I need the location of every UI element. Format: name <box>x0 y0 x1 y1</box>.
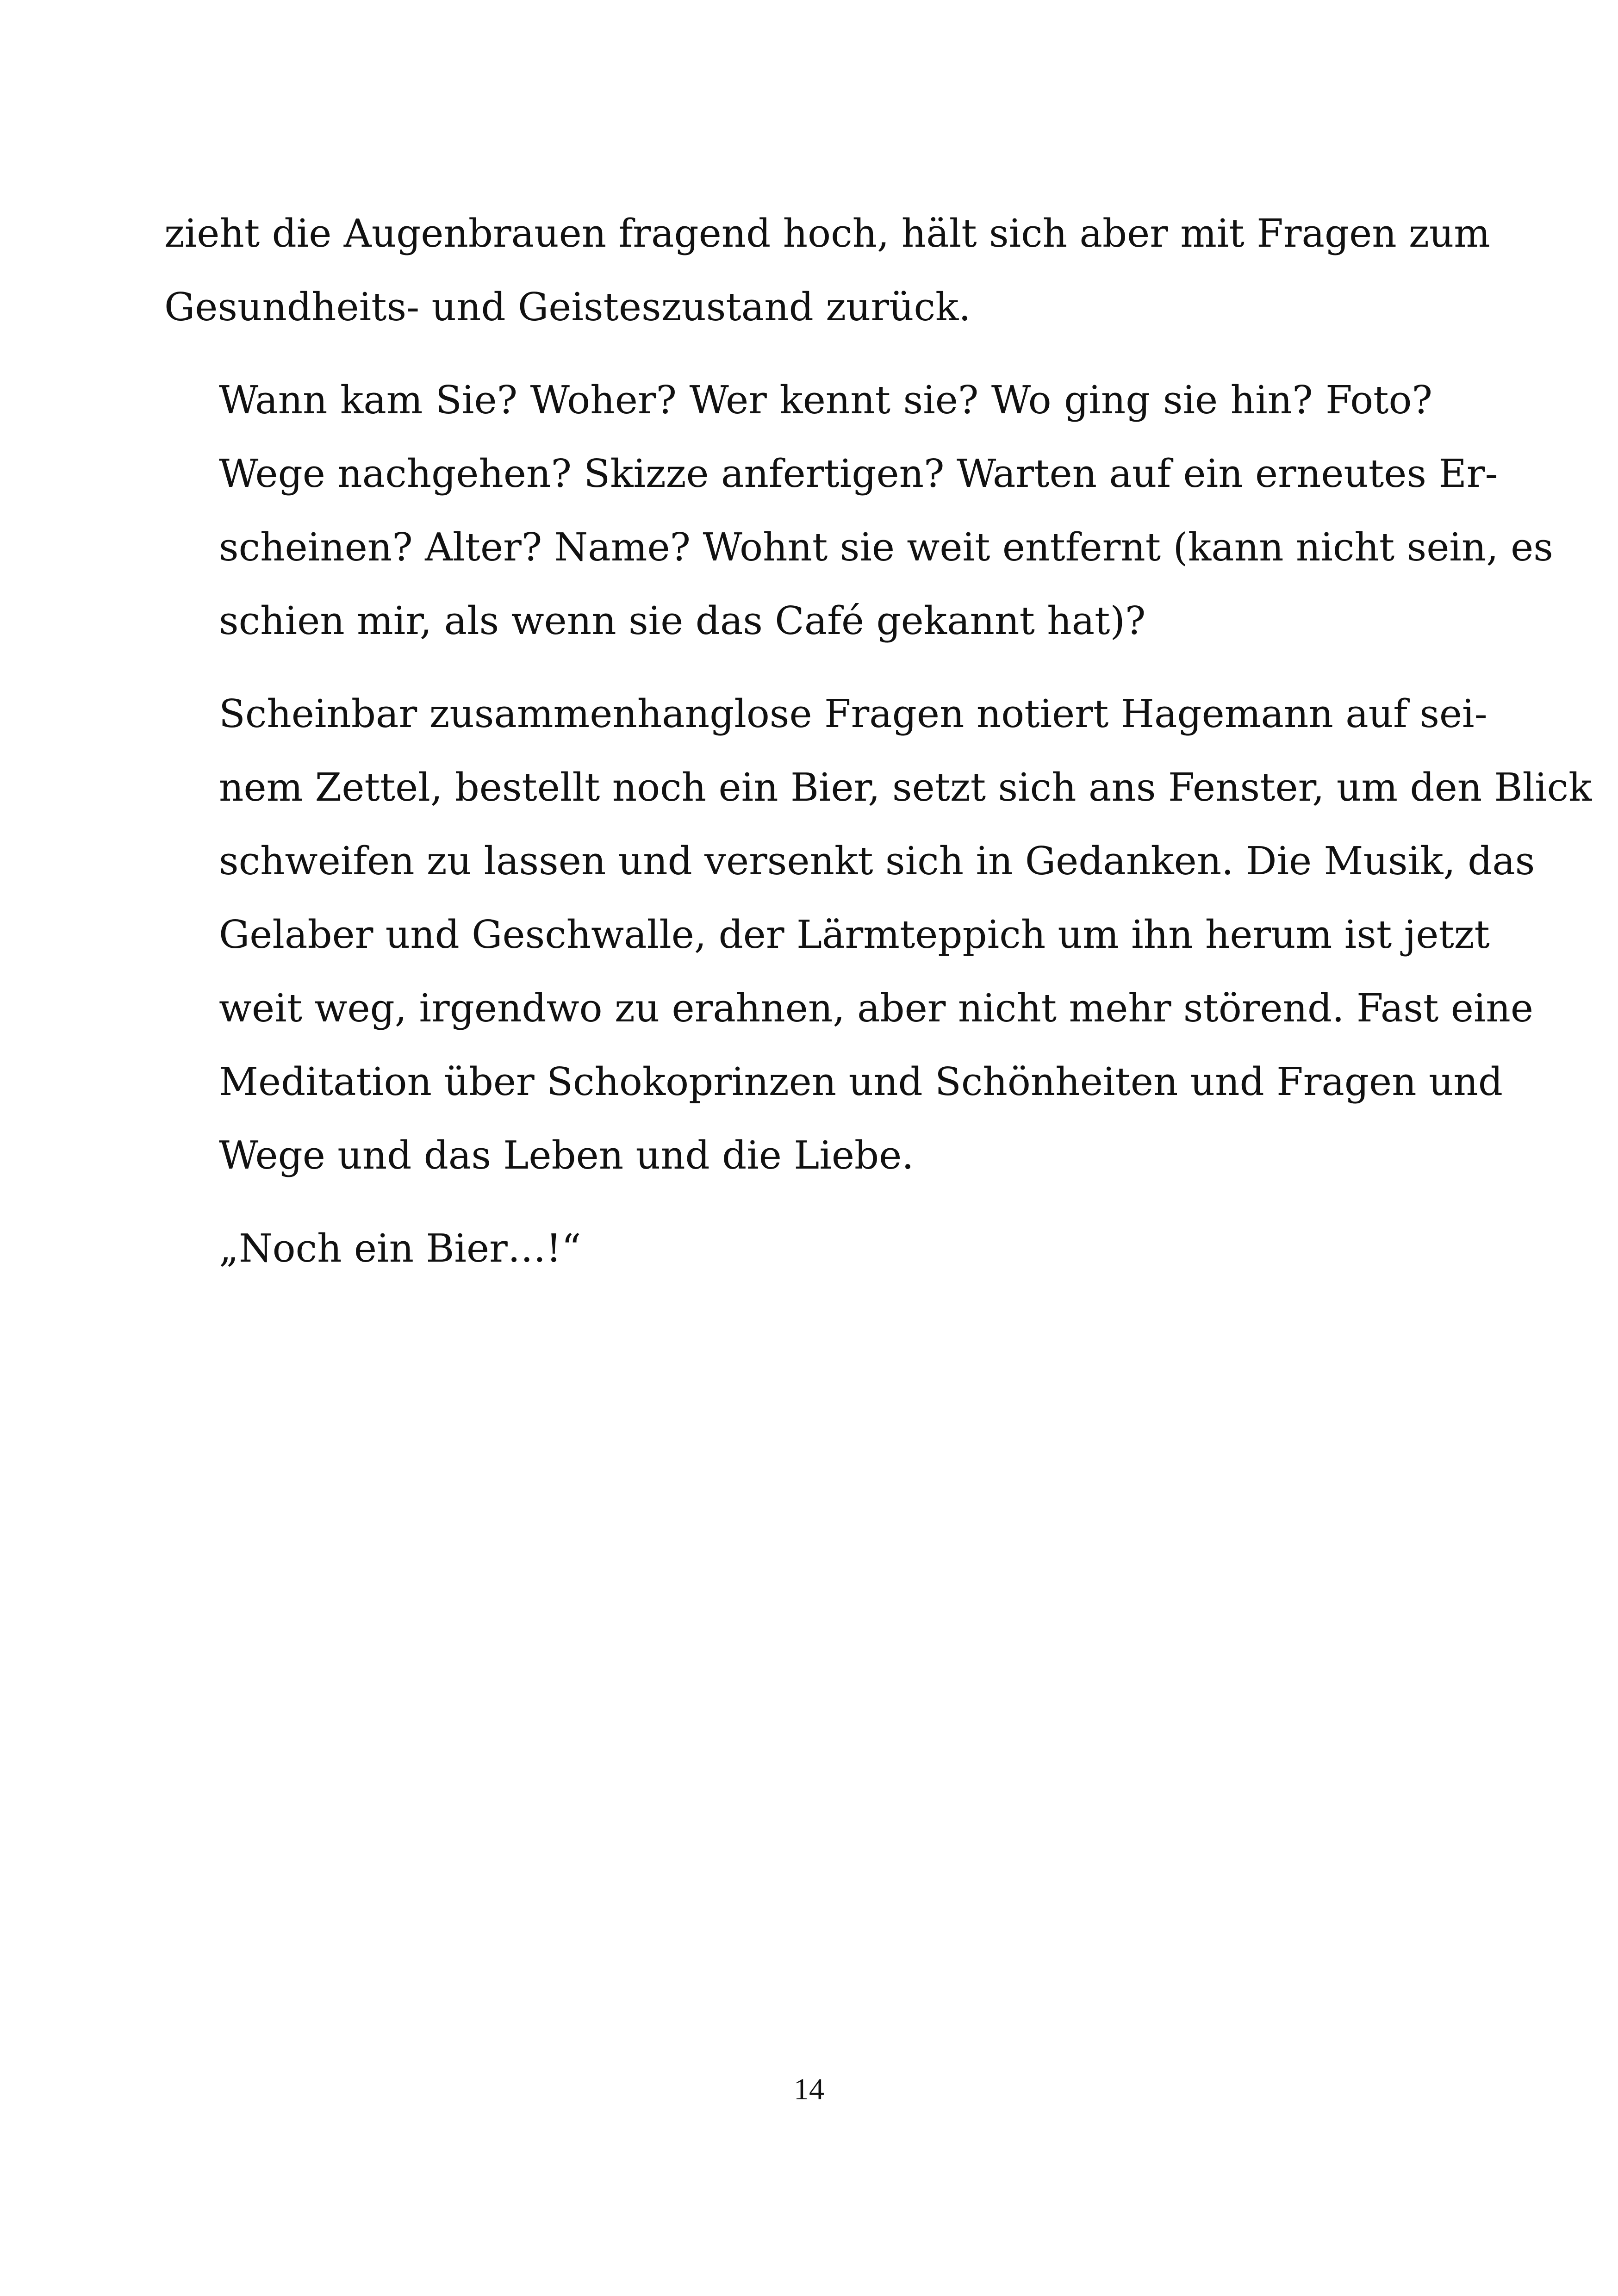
text-line: weit weg, irgendwo zu erahnen, aber nicht mehr störend. Fast eine <box>219 986 1533 1031</box>
page-number: 14 <box>794 2072 824 2106</box>
text-line: Gesundheits- und Geisteszustand zurück. <box>164 285 971 330</box>
page-body <box>164 197 1592 1285</box>
text-line: zieht die Augenbrauen fragend hoch, hält sich aber mit Fragen zum <box>164 211 1490 256</box>
text-line: schien mir, als wenn sie das Café gekannt hat)? <box>219 598 1146 643</box>
text-line: scheinen? Alter? Name? Wohnt sie weit entfernt (kann nicht sein, es <box>219 525 1553 570</box>
paragraph-3 <box>164 677 1592 1192</box>
text-line: Wann kam Sie? Woher? Wer kennt sie? Wo ging sie hin? Foto? <box>219 378 1432 423</box>
text-line: Wege und das Leben und die Liebe. <box>219 1133 914 1178</box>
text-line: Gelaber und Geschwalle, der Lärmteppich um ihn herum ist jetzt <box>219 912 1490 957</box>
paragraph-4 <box>164 1212 1432 1285</box>
text-line: „Noch ein Bier…!“ <box>219 1226 581 1271</box>
text-line: Wege nachgehen? Skizze anfertigen? Warten auf ein erneutes Er- <box>219 451 1498 496</box>
paragraph-2 <box>164 363 1553 658</box>
text-line: nem Zettel, bestellt noch ein Bier, setzt sich ans Fenster, um den Blick <box>219 765 1592 810</box>
text-line: schweifen zu lassen und versenkt sich in Gedanken. Die Musik, das <box>219 839 1535 884</box>
paragraph-1 <box>164 197 1490 344</box>
text-line: Scheinbar zusammenhanglose Fragen notiert Hagemann auf sei- <box>219 691 1487 736</box>
text-line: Meditation über Schokoprinzen und Schönheiten und Fragen und <box>219 1059 1503 1104</box>
